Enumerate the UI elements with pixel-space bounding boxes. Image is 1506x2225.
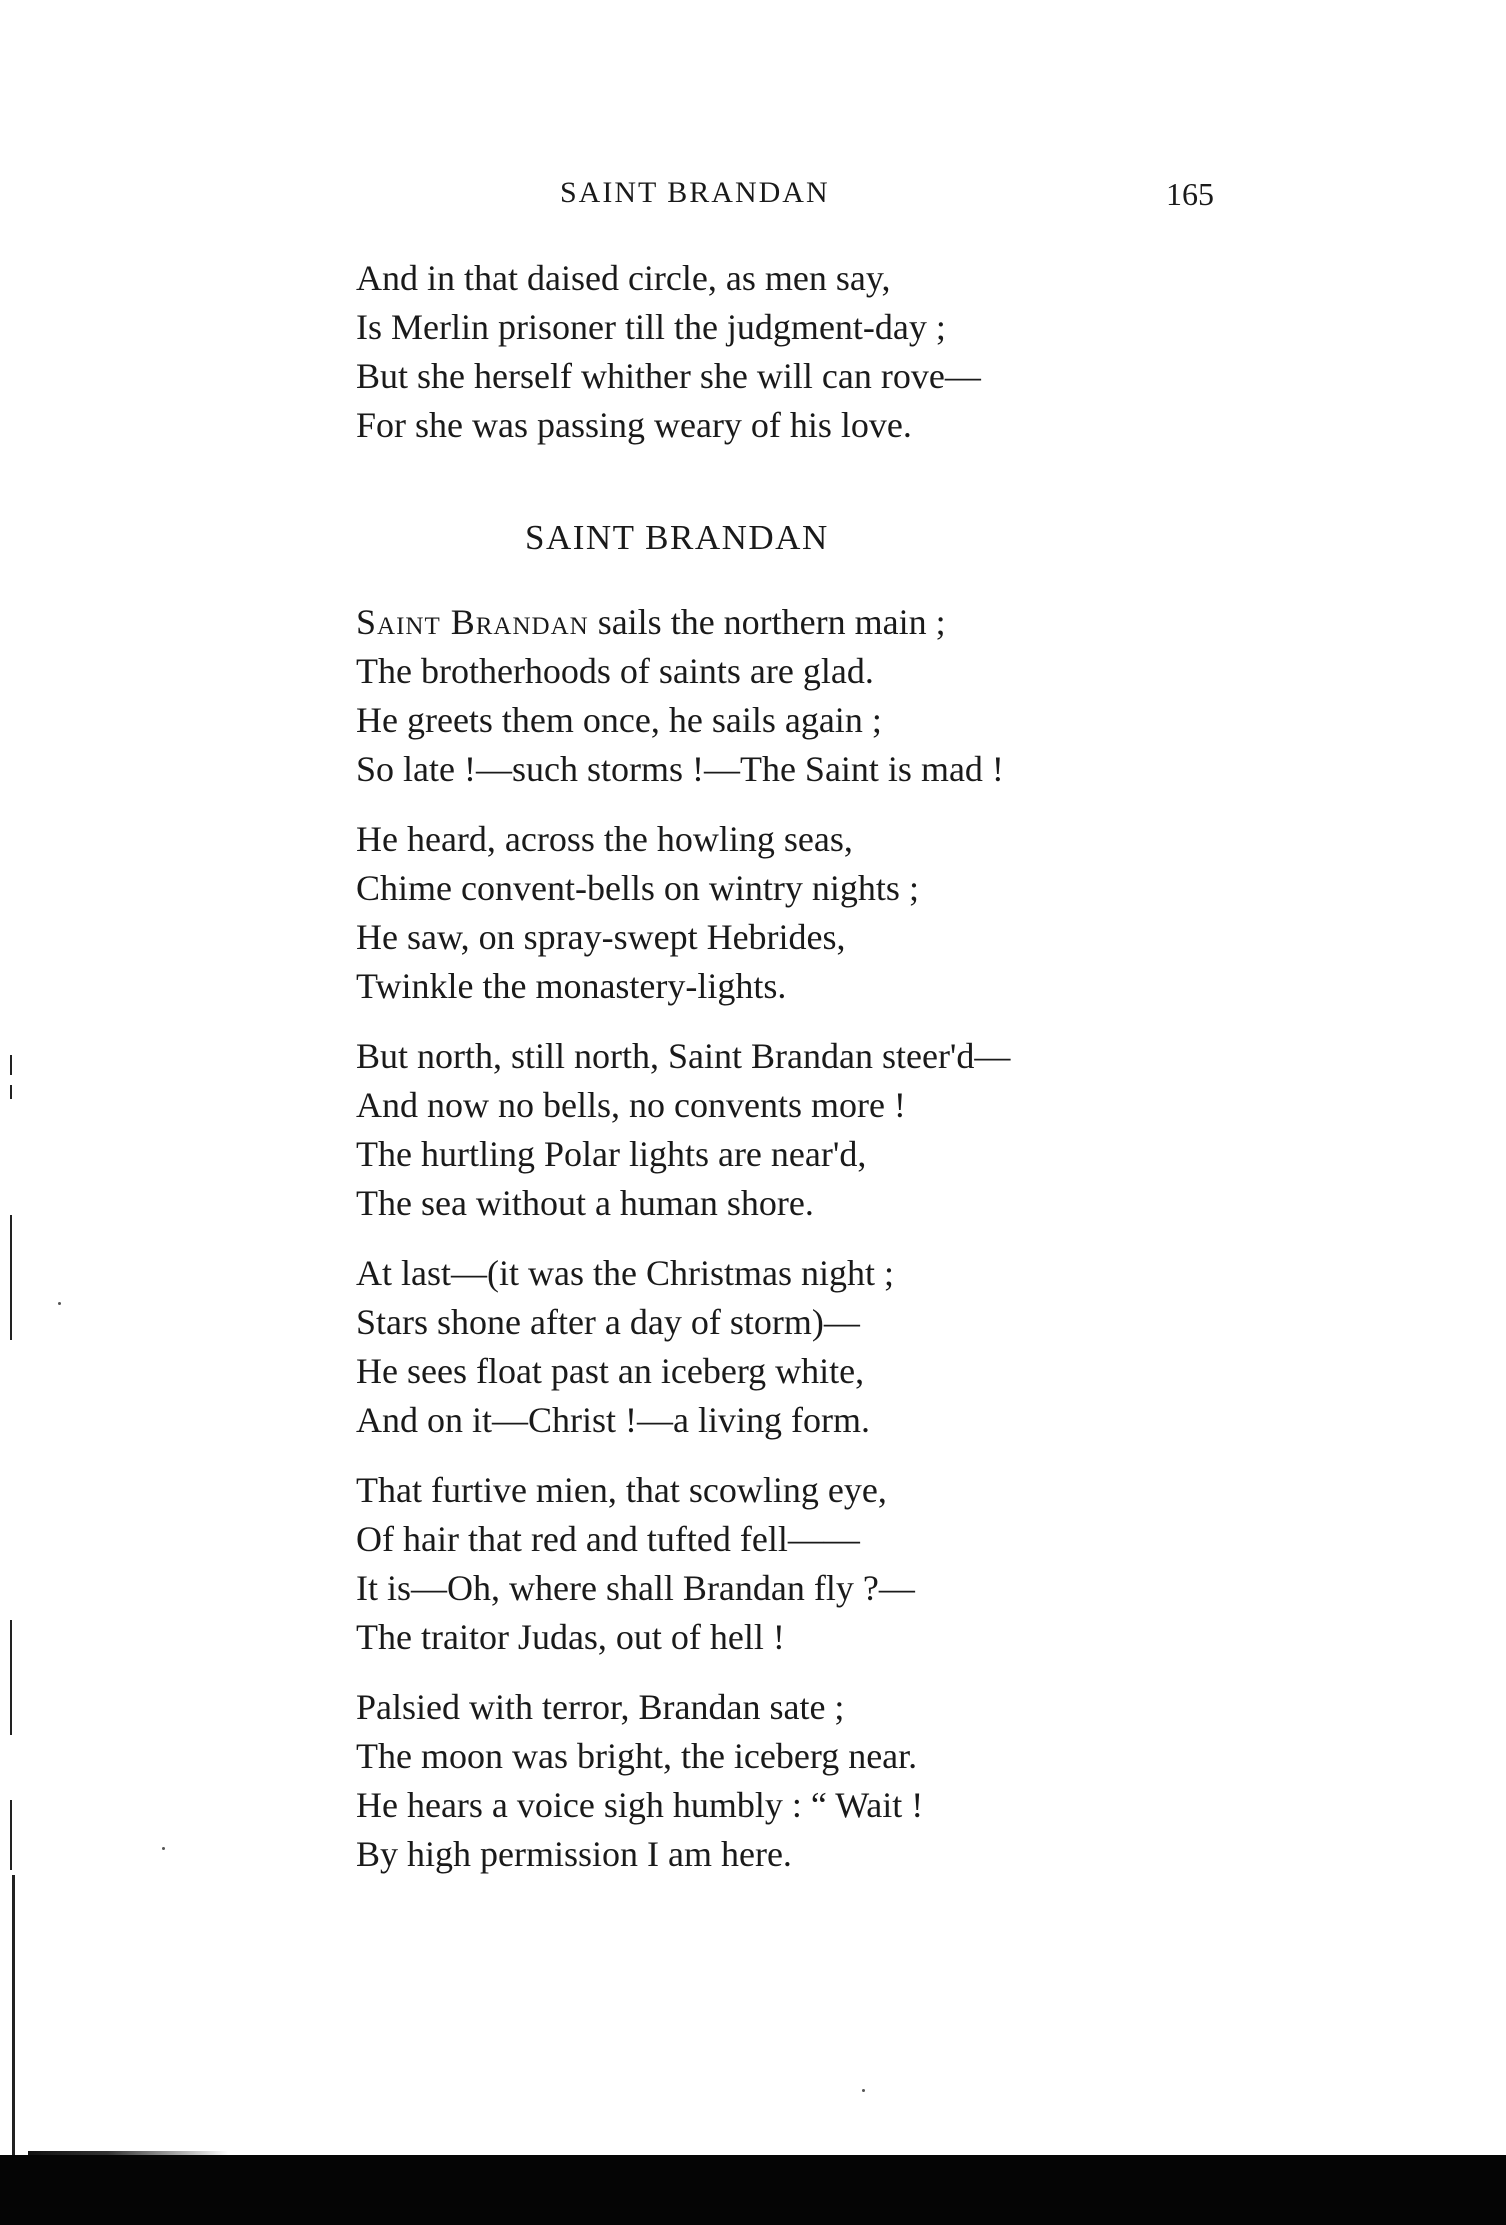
- verse-line: So late !—such storms !—The Saint is mad !: [356, 749, 1004, 789]
- stanza-5: [356, 1466, 915, 1662]
- verse-line: The brotherhoods of saints are glad.: [356, 651, 874, 691]
- first-line-rest: sails the northern main ;: [588, 602, 946, 642]
- verse-line: Chime convent-bells on wintry nights ;: [356, 868, 919, 908]
- verse-line: He heard, across the howling seas,: [356, 819, 853, 859]
- verse-line: The hurtling Polar lights are near'd,: [356, 1134, 867, 1174]
- verse-line: He hears a voice sigh humbly : “ Wait !: [356, 1785, 924, 1825]
- verse-line: The sea without a human shore.: [356, 1183, 814, 1223]
- poem-title: SAINT BRANDAN: [525, 518, 829, 557]
- gutter-mark: [12, 1875, 15, 2155]
- previous-poem-stanza: [356, 254, 981, 450]
- speck: [862, 2089, 865, 2092]
- running-head: SAINT BRANDAN: [560, 176, 830, 209]
- verse-line: He sees float past an iceberg white,: [356, 1351, 865, 1391]
- verse-line: The moon was bright, the iceberg near.: [356, 1736, 918, 1776]
- gutter-mark: [10, 1055, 12, 1075]
- speck: [58, 1302, 61, 1305]
- verse-line: It is—Oh, where shall Brandan fly ?—: [356, 1568, 915, 1608]
- gutter-mark: [10, 1215, 12, 1340]
- stanza-6: [356, 1683, 923, 1879]
- verse-line: And now no bells, no convents more !: [356, 1085, 906, 1125]
- first-words-smallcaps: Saint Brandan: [356, 602, 589, 642]
- verse-line: That furtive mien, that scowling eye,: [356, 1470, 887, 1510]
- verse-line: Is Merlin prisoner till the judgment-day ;: [356, 307, 946, 347]
- verse-line: But north, still north, Saint Brandan steer'd—: [356, 1036, 1011, 1076]
- verse-line: For she was passing weary of his love.: [356, 405, 912, 445]
- verse-line: And in that daised circle, as men say,: [356, 258, 891, 298]
- verse-line: He greets them once, he sails again ;: [356, 700, 882, 740]
- verse-line: Of hair that red and tufted fell——: [356, 1519, 860, 1559]
- gutter-mark: [10, 1800, 12, 1870]
- verse-line: But she herself whither she will can rove—: [356, 356, 981, 396]
- stanza-4: [356, 1249, 894, 1445]
- stanza-3: [356, 1032, 1010, 1228]
- verse-line: The traitor Judas, out of hell !: [356, 1617, 785, 1657]
- stanza-2: [356, 815, 919, 1011]
- gutter-mark: [10, 1620, 12, 1735]
- verse-line: At last—(it was the Christmas night ;: [356, 1253, 894, 1293]
- verse-line: By high permission I am here.: [356, 1834, 792, 1874]
- speck: [162, 1847, 165, 1850]
- verse-line: He saw, on spray-swept Hebrides,: [356, 917, 846, 957]
- verse-line: And on it—Christ !—a living form.: [356, 1400, 870, 1440]
- page-number: 165: [1166, 176, 1214, 212]
- verse-line: Twinkle the monastery-lights.: [356, 966, 787, 1006]
- verse-line: Palsied with terror, Brandan sate ;: [356, 1687, 845, 1727]
- verse-line: Stars shone after a day of storm)—: [356, 1302, 860, 1342]
- stanza-1: [356, 598, 1004, 794]
- verse-line: [356, 598, 1004, 647]
- scan-bottom-band: [0, 2155, 1506, 2225]
- gutter-mark: [10, 1085, 12, 1099]
